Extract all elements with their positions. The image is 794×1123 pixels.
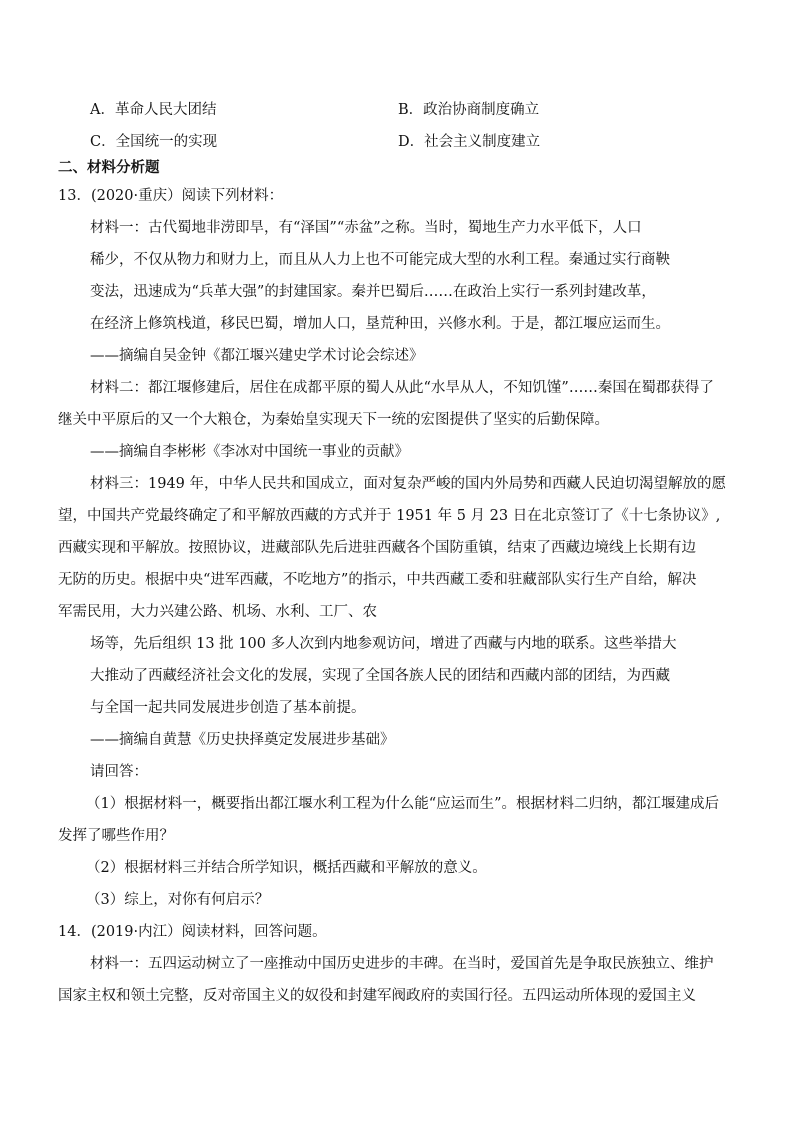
q13-material-2-line: 继关中平原后的又一个大粮仓，为秦始皇实现天下一统的宏图提供了坚实的后勤保障。 (58, 412, 609, 428)
q13-material-3-line: 与全国一起共同发展进步创造了基本前提。 (90, 700, 366, 716)
q13-material-3-line: 场等，先后组织 13 批 100 多人次到内地参观访问，增进了西藏与内地的联系。这些举措大 (90, 636, 677, 652)
q13-material-1-line: 材料一：古代蜀地非涝即旱，有“泽国”“赤盆”之称。当时，蜀地生产力水平低下，人口 (90, 220, 642, 236)
q13-material-3-source: ——摘编自黄慧《历史抉择奠定发展进步基础》 (90, 732, 395, 748)
q13-ask: 请回答： (90, 764, 148, 780)
section-title: 二、材料分析题 (58, 160, 160, 176)
q13-material-3-line: 无防的历史。根据中央“进军西藏，不吃地方”的指示，中共西藏工委和驻藏部队实行生产自给，解决 (58, 572, 697, 588)
q13-sub-question: （3）综上，对你有何启示？ (86, 892, 270, 908)
option-b: B．政治协商制度确立 (398, 102, 540, 118)
q13-sub-question: （1）根据材料一，概要指出都江堰水利工程为什么能“应运而生”。根据材料二归纳，都江堰建成后 (86, 796, 720, 812)
q13-material-1-line: 在经济上修筑栈道，移民巴蜀，增加人口，垦荒种田，兴修水利。于是，都江堰应运而生。 (90, 316, 670, 332)
q13-sub-question: 发挥了哪些作用？ (58, 828, 174, 844)
option-d: D．社会主义制度建立 (398, 134, 541, 150)
q13-material-3-line: 军需民用，大力兴建公路、机场、水利、工厂、农 (58, 604, 377, 620)
option-a: A．革命人民大团结 (90, 102, 217, 118)
q14-material-1-line: 国家主权和领土完整，反对帝国主义的奴役和封建军阀政府的卖国行径。五四运动所体现的爱国主义 (58, 988, 696, 1004)
q13-material-2-source: ——摘编自李彬彬《李冰对中国统一事业的贡献》 (90, 444, 409, 460)
q13-material-1-line: 变法，迅速成为“兵革大强”的封建国家。秦并巴蜀后……在政治上实行一系列封建改革， (90, 284, 656, 300)
q13-sub-question: （2）根据材料三并结合所学知识，概括西藏和平解放的意义。 (86, 860, 487, 876)
q13-material-3-line: 大推动了西藏经济社会文化的发展，实现了全国各族人民的团结和西藏内部的团结，为西藏 (90, 668, 670, 684)
q13-material-3-line: 材料三：1949 年，中华人民共和国成立，面对复杂严峻的国内外局势和西藏人民迫切渴望解放的愿 (90, 476, 727, 492)
q13-material-1-source: ——摘编自吴金钟《都江堰兴建史学术讨论会综述》 (90, 348, 424, 364)
q14-material-1-line: 材料一：五四运动树立了一座推动中国历史进步的丰碑。在当时，爱国首先是争取民族独立、维护 (90, 956, 714, 972)
q13-material-3-line: 西藏实现和平解放。按照协议，进藏部队先后进驻西藏各个国防重镇，结束了西藏边境线上长期有边 (58, 540, 696, 556)
q13-material-2-line: 材料二：都江堰修建后，居住在成都平原的蜀人从此“水旱从人，不知饥馑”……秦国在蜀郡获得了 (90, 380, 714, 396)
q13-material-1-line: 稀少，不仅从物力和财力上，而且从人力上也不可能完成大型的水利工程。秦通过实行商鞅 (90, 252, 670, 268)
q13-material-3-line: 望，中国共产党最终确定了和平解放西藏的方式并于 1951 年 5 月 23 日在北京签订了《十七条协议》, (58, 508, 721, 524)
q13-header: 13．(2020·重庆）阅读下列材料： (58, 188, 284, 204)
option-c: C．全国统一的实现 (90, 134, 218, 150)
q14-header: 14．(2019·内江）阅读材料，回答问题。 (58, 924, 327, 940)
